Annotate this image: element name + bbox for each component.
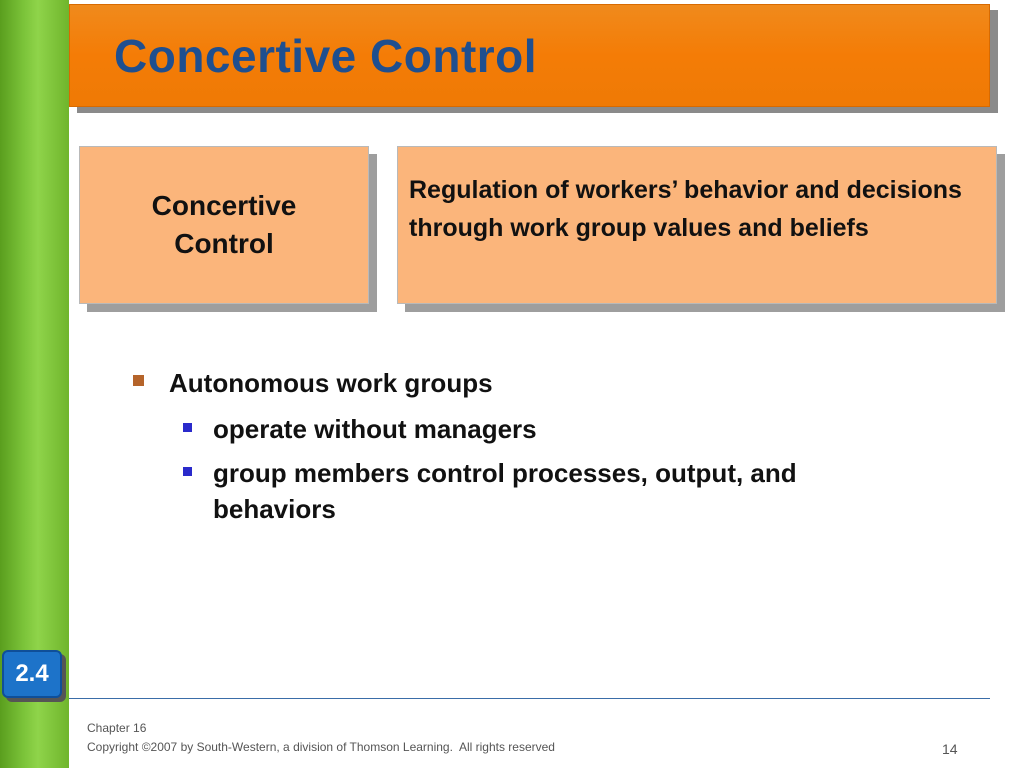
square-bullet-icon	[133, 375, 144, 386]
page-number: 14	[942, 741, 958, 757]
term-text: Concertive Control	[151, 190, 297, 259]
definition-box	[397, 146, 997, 304]
footer-copyright: Copyright ©2007 by South-Western, a division of Thomson Learning. All rights reserved	[87, 740, 555, 754]
sub-bullet-item	[130, 411, 890, 447]
sub-bullet-item	[130, 455, 890, 527]
definition-text: Regulation of workers’ behavior and decisions through work group values and beliefs	[409, 176, 962, 242]
footer-chapter: Chapter 16	[87, 721, 147, 735]
section-badge: 2.4	[2, 650, 62, 698]
square-bullet-icon	[183, 423, 192, 432]
square-bullet-icon	[183, 467, 192, 476]
bullet-list	[130, 365, 890, 527]
slide-title: Concertive Control	[114, 30, 538, 82]
footer-divider	[69, 698, 990, 699]
bullet-item-main	[130, 365, 890, 401]
bullet-text: Autonomous work groups	[169, 368, 493, 398]
sub-bullet-text: operate without managers	[213, 414, 537, 444]
sub-bullet-text: group members control processes, output, and behaviors	[213, 458, 797, 524]
term-box	[79, 146, 369, 304]
title-bar	[69, 4, 990, 107]
